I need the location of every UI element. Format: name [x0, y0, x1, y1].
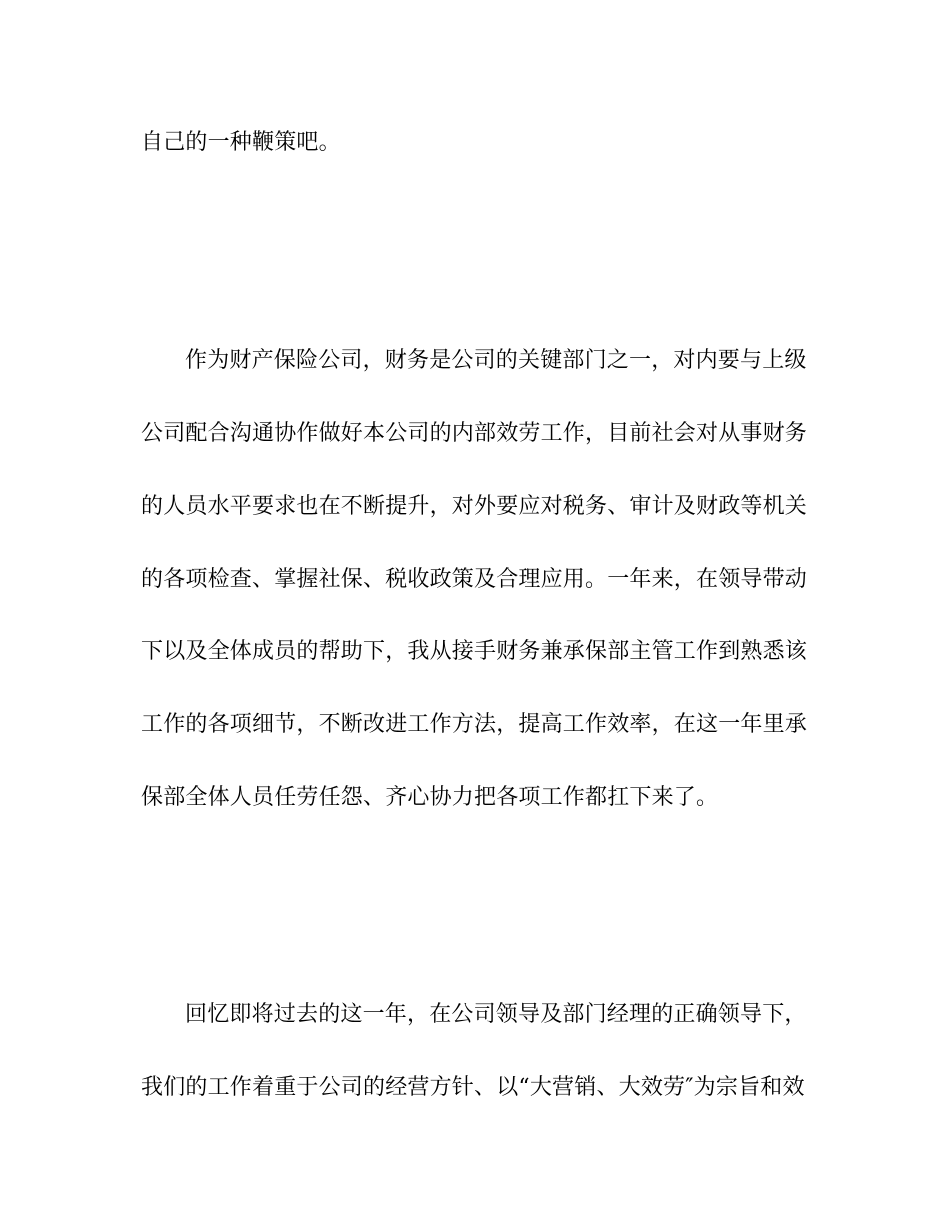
paragraph-2-line-3: 的人员水平要求也在不断提升，对外要应对税务、审计及财政等机关	[141, 494, 808, 519]
paragraph-3-line-1: 回忆即将过去的这一年，在公司领导及部门经理的正确领导下，	[185, 1002, 807, 1027]
paragraph-2-line-5: 下以及全体成员的帮助下，我从接手财务兼承保部主管工作到熟悉该	[141, 639, 808, 664]
paragraph-2-line-2: 公司配合沟通协作做好本公司的内部效劳工作，目前社会对从事财务	[141, 421, 808, 446]
paragraph-2-line-6: 工作的各项细节，不断改进工作方法，提高工作效率，在这一年里承	[141, 712, 808, 737]
paragraph-1-line-1: 自己的一种鞭策吧。	[141, 130, 341, 155]
paragraph-2-line-7: 保部全体人员任劳任怨、齐心协力把各项工作都扛下来了。	[141, 785, 719, 810]
paragraph-3-line-2: 我们的工作着重于公司的经营方针、以“大营销、大效劳″为宗旨和效	[141, 1075, 805, 1100]
paragraph-2-line-1: 作为财产保险公司，财务是公司的关键部门之一，对内要与上级	[185, 348, 807, 373]
paragraph-2-line-4: 的各项检查、掌握社保、税收政策及合理应用。一年来，在领导带动	[141, 567, 808, 592]
